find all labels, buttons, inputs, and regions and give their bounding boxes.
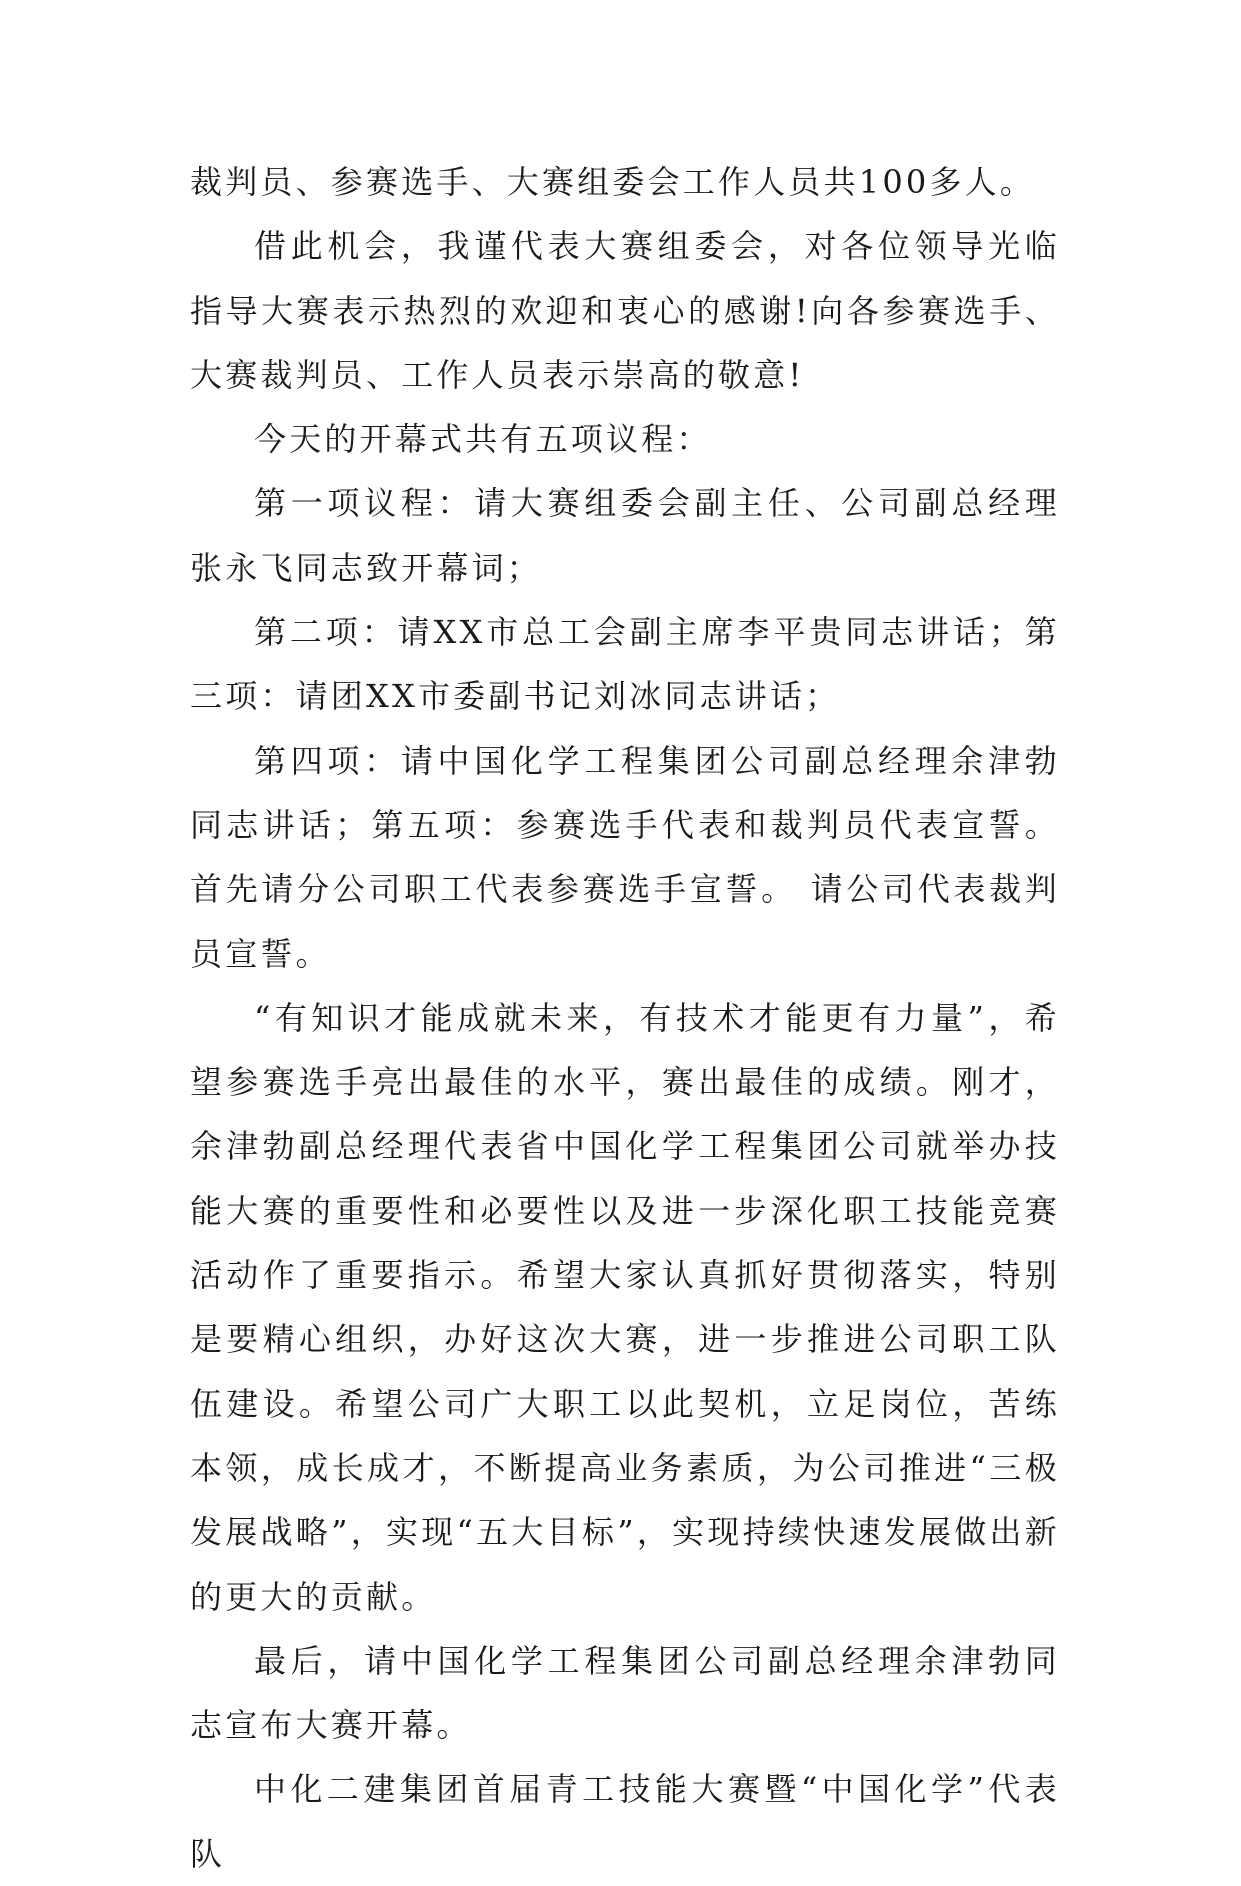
paragraph-8: 最后，请中国化学工程集团公司副总经理余津勃同志宣布大赛开幕。 — [190, 1641, 1060, 1745]
paragraph-7: “有知识才能成就未来，有技术才能更有力量”，希望参赛选手亮出最佳的水平，赛出最佳的成绩。刚才，余津勃副总经理代表省中国化学工程集团公司就举办技能大赛的重要性和必要性以及进一步深化职工技能竞赛活动作了重要指示。希望大家认真抓好贯彻落实，特别是要精心组织，办好这次大赛，进一步推进公司职工队伍建设。希望公司广大职工以此契机，立足岗位，苦练本领，成长成才，不断提高业务素质，为公司推进“三极发展战略”，实现“五大目标”，实现持续快速发展做出新的更大的贡献。 — [190, 998, 1060, 1616]
paragraph-9: 中化二建集团首届青工技能大赛暨“中国化学”代表队 — [190, 1770, 1060, 1873]
paragraph-6: 第四项：请中国化学工程集团公司副总经理余津勃同志讲话；第五项：参赛选手代表和裁判员代表宣誓。 首先请分公司职工代表参赛选手宣誓。 请公司代表裁判员宣誓。 — [190, 741, 1060, 973]
document-page — [190, 150, 1060, 1886]
paragraph-2: 借此机会，我谨代表大赛组委会，对各位领导光临指导大赛表示热烈的欢迎和衷心的感谢!向各参赛选手、大赛裁判员、工作人员表示崇高的敬意! — [190, 227, 1060, 394]
paragraph-1: 裁判员、参赛选手、大赛组委会工作人员共100多人。 — [190, 163, 1036, 201]
paragraph-3: 今天的开幕式共有五项议程： — [254, 420, 712, 459]
paragraph-5: 第二项：请XX市总工会副主席李平贵同志讲话；第三项：请团XX市委副书记刘冰同志讲话； — [190, 613, 1060, 716]
paragraph-4: 第一项议程：请大赛组委会副主任、公司副总经理张永飞同志致开幕词； — [190, 484, 1060, 587]
